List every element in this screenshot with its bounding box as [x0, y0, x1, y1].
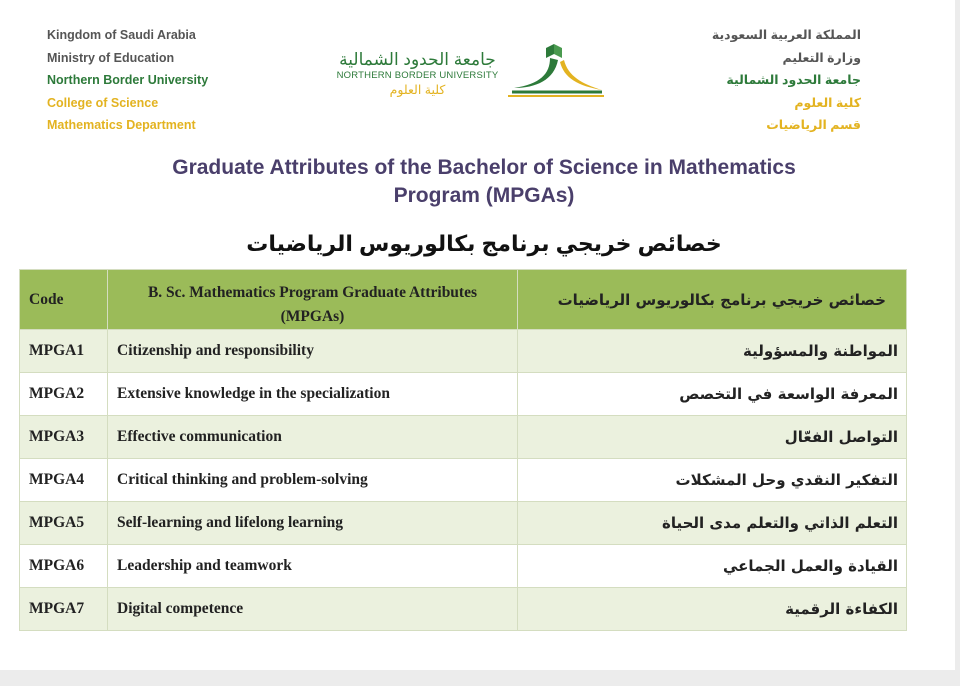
header-university-ar: جامعة الحدود الشمالية [726, 73, 861, 87]
table-row [20, 416, 907, 459]
table-row [20, 502, 907, 545]
document-title-english [0, 154, 955, 210]
table-row [20, 330, 907, 373]
cell-arabic: المعرفة الواسعة في التخصص [518, 373, 907, 416]
cell-arabic: القيادة والعمل الجماعي [518, 545, 907, 588]
title-line-1: Graduate Attributes of the Bachelor of Science in Mathematics [172, 156, 796, 179]
cell-attribute: Leadership and teamwork [108, 545, 518, 588]
header-ministry-ar: وزارة التعليم [782, 50, 861, 65]
cell-attribute: Self-learning and lifelong learning [108, 502, 518, 545]
header-department-ar: قسم الرياضيات [766, 118, 861, 132]
logo-english-name: NORTHERN BORDER UNIVERSITY [336, 70, 499, 81]
cell-attribute: Digital competence [108, 588, 518, 631]
table-row [20, 373, 907, 416]
cell-arabic: التواصل الفعّال [518, 416, 907, 459]
logo-arabic-name: جامعة الحدود الشمالية [339, 50, 496, 69]
graduate-attributes-table [19, 269, 907, 631]
cell-code: MPGA5 [20, 502, 108, 545]
header-ministry-en: Ministry of Education [47, 50, 175, 65]
table-row [20, 459, 907, 502]
cell-attribute: Critical thinking and problem-solving [108, 459, 518, 502]
cell-code: MPGA2 [20, 373, 108, 416]
university-logo [330, 40, 610, 100]
header-country-ar: المملكة العربية السعودية [711, 28, 861, 42]
column-header-attribute [108, 270, 518, 330]
document-title-arabic: خصائص خريجي برنامج بكالوريوس الرياضيات [246, 231, 722, 256]
header-english-block [47, 24, 208, 137]
header-university-en: Northern Border University [47, 73, 209, 87]
cell-attribute: Citizenship and responsibility [108, 330, 518, 373]
title-line-2: Program (MPGAs) [393, 184, 575, 207]
cell-arabic: الكفاءة الرقمية [518, 588, 907, 631]
cell-code: MPGA1 [20, 330, 108, 373]
column-header-attribute-line-2: (MPGAs) [280, 308, 345, 325]
cell-arabic: التعلم الذاتي والتعلم مدى الحياة [518, 502, 907, 545]
logo-arabic-college: كلية العلوم [389, 83, 446, 97]
cell-attribute: Extensive knowledge in the specialization [108, 373, 518, 416]
university-emblem-icon [506, 40, 606, 98]
column-header-attribute-line-1: B. Sc. Mathematics Program Graduate Attributes [147, 284, 478, 301]
cell-arabic: المواطنة والمسؤولية [518, 330, 907, 373]
header-college-ar: كلية العلوم [794, 95, 861, 110]
table-row [20, 545, 907, 588]
header-college-en: College of Science [47, 95, 159, 110]
cell-arabic: التفكير النقدي وحل المشكلات [518, 459, 907, 502]
table-row [20, 588, 907, 631]
header-arabic-block [712, 24, 861, 137]
cell-code: MPGA4 [20, 459, 108, 502]
cell-attribute: Effective communication [108, 416, 518, 459]
column-header-arabic: خصائص خريجي برنامج بكالوريوس الرياضيات [518, 270, 907, 330]
table-header-row [20, 270, 907, 330]
column-header-code: Code [20, 270, 108, 330]
cell-code: MPGA7 [20, 588, 108, 631]
header-department-en: Mathematics Department [47, 118, 196, 132]
cell-code: MPGA6 [20, 545, 108, 588]
cell-code: MPGA3 [20, 416, 108, 459]
header-country-en: Kingdom of Saudi Arabia [47, 28, 196, 42]
